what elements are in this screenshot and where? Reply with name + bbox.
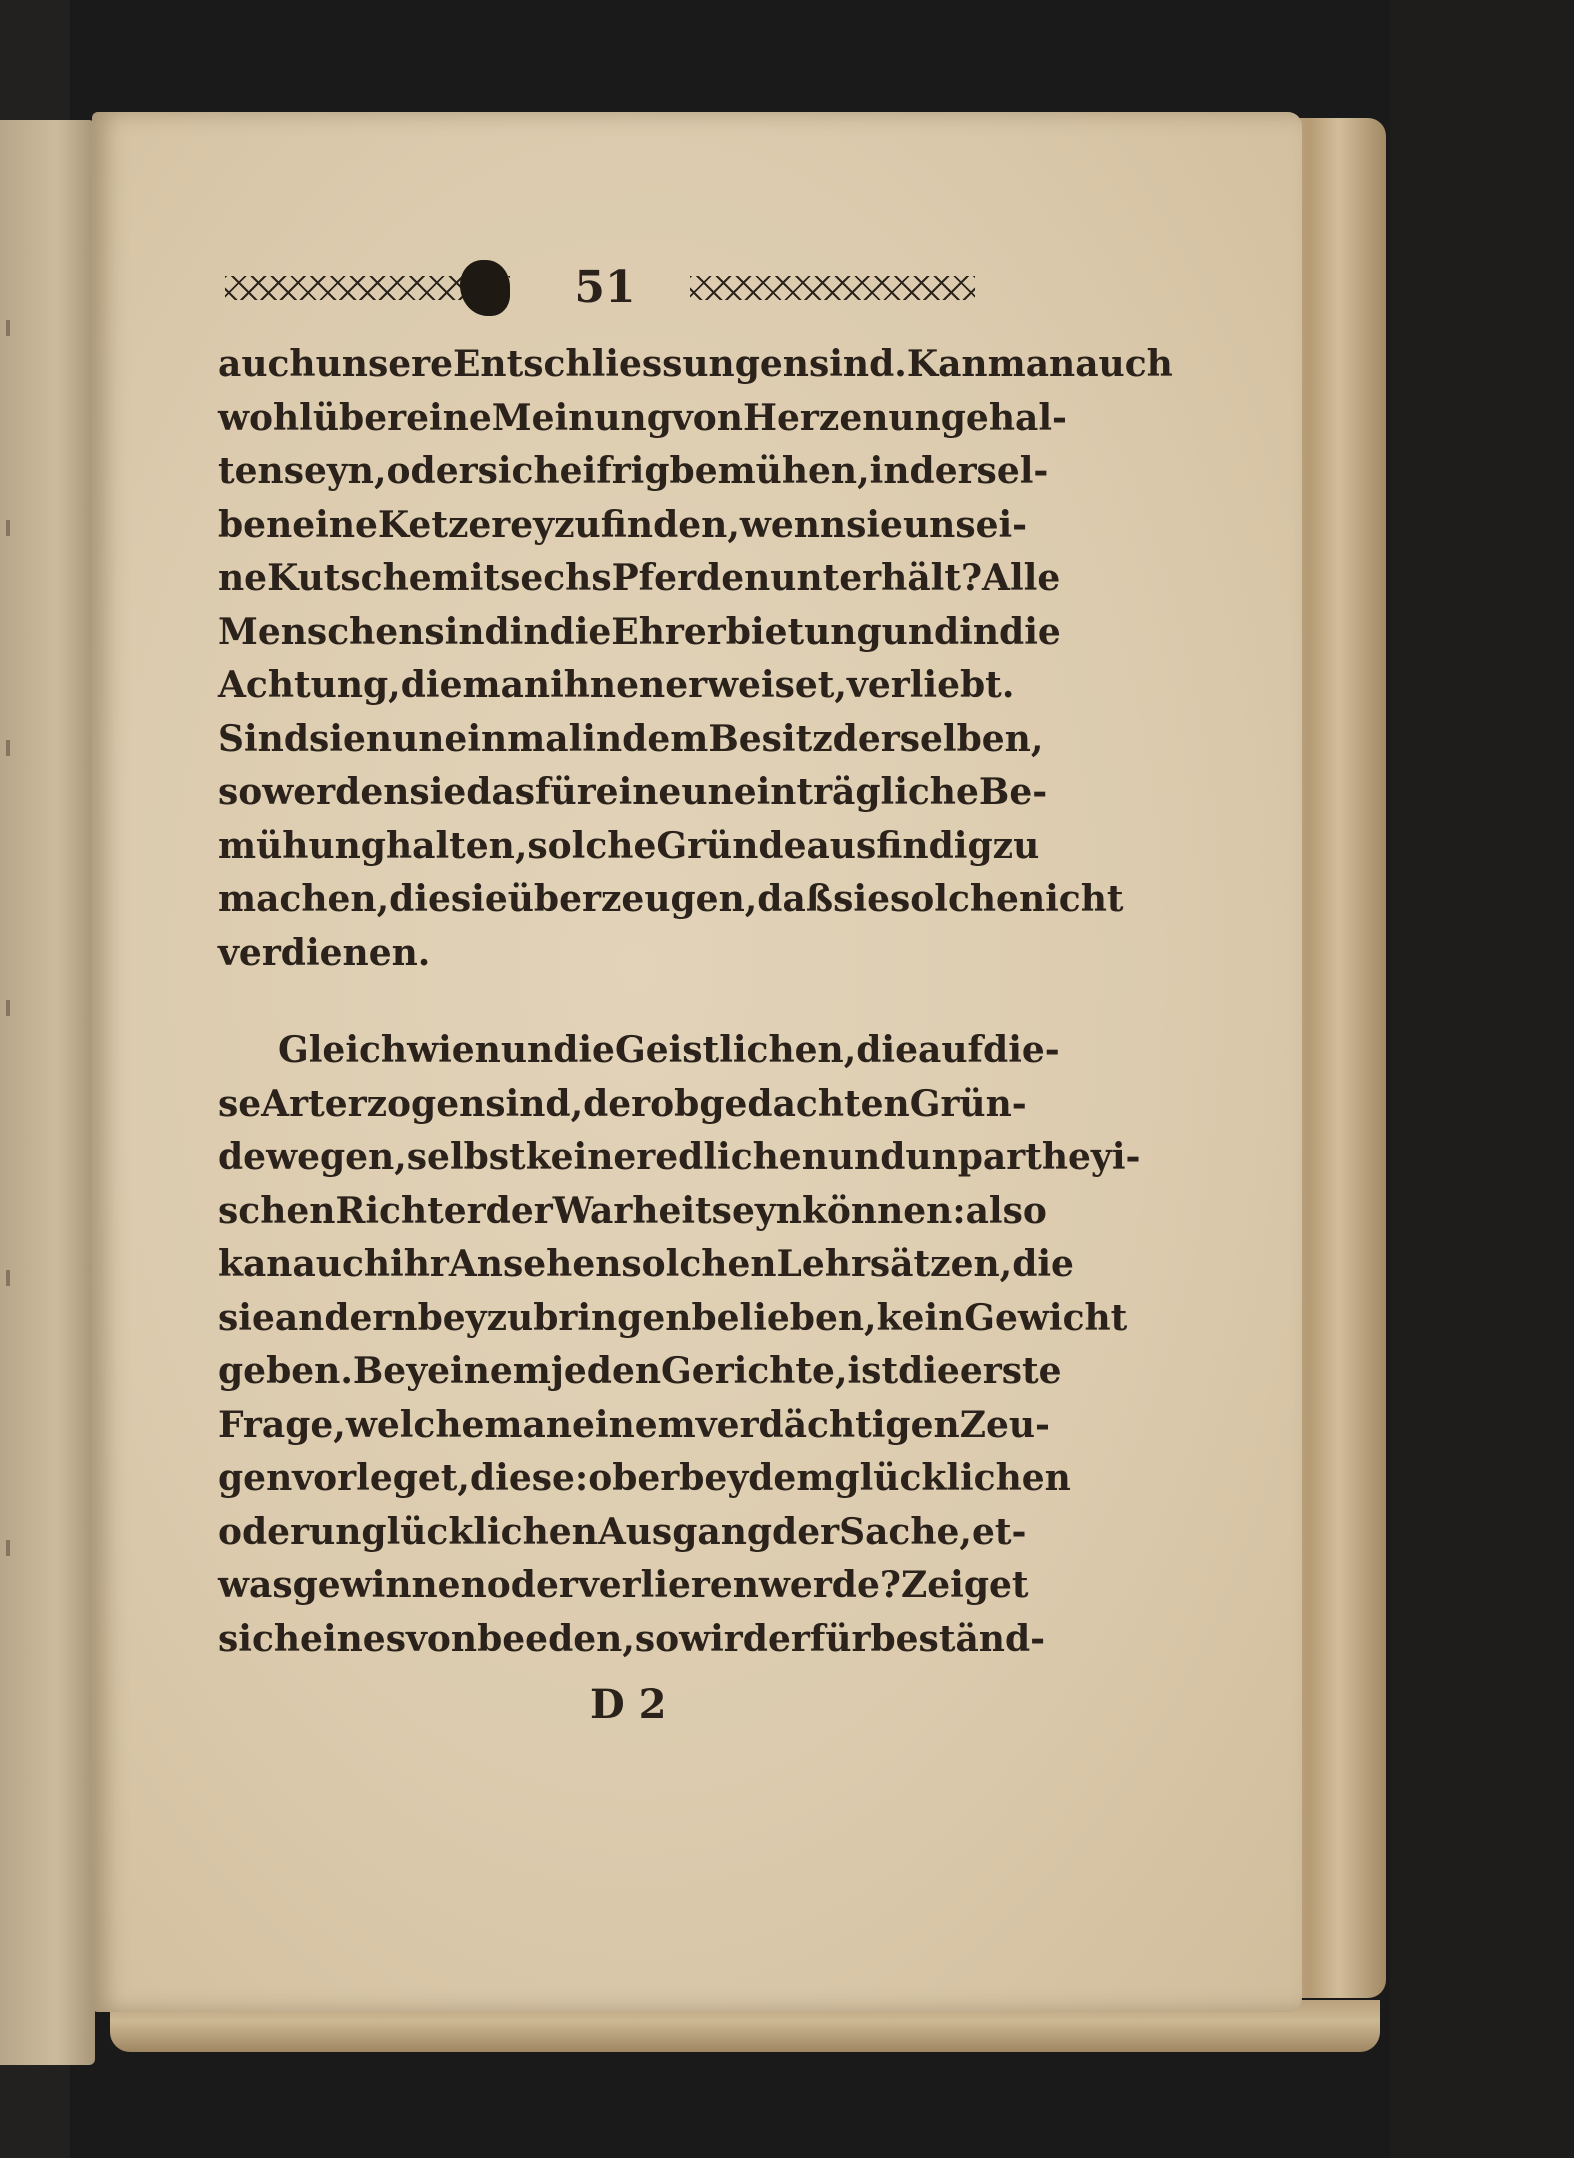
- facing-page-mark: [6, 1270, 10, 1286]
- word: jeden: [550, 1350, 662, 1392]
- word: keine: [525, 1136, 637, 1178]
- word: belieben,: [691, 1296, 877, 1339]
- word: Be-: [978, 771, 1048, 813]
- signature-mark: D 2: [590, 1681, 667, 1728]
- word: die: [1012, 1243, 1074, 1285]
- word: verliebt.: [846, 664, 1015, 706]
- page-number: 51: [574, 262, 636, 313]
- word: erzogen: [324, 1082, 486, 1125]
- word: einem: [572, 1403, 696, 1446]
- word: Gerichte,: [661, 1350, 848, 1392]
- word: beyzubringen: [417, 1296, 692, 1339]
- word: kan: [218, 1243, 293, 1285]
- word: beeden,: [477, 1617, 635, 1660]
- word: Frage,: [218, 1403, 346, 1446]
- word: der: [583, 1082, 651, 1125]
- word: wegen,: [266, 1136, 407, 1178]
- word: sie: [846, 503, 903, 546]
- word: sich: [218, 1617, 301, 1660]
- word: kein: [876, 1296, 965, 1339]
- word: uns: [902, 503, 976, 546]
- paragraph-gap: [218, 980, 980, 1024]
- body-text: [218, 338, 1173, 1666]
- word: et-: [971, 1510, 1027, 1553]
- word: für: [809, 1617, 871, 1660]
- word: unpartheyi-: [905, 1136, 1141, 1178]
- text-line: [218, 1238, 1074, 1292]
- text-line: verdienen.: [218, 931, 431, 974]
- word: dersel-: [909, 450, 1049, 492]
- word: obgedachten: [650, 1082, 910, 1125]
- word: der: [485, 1189, 553, 1232]
- word: ausfindig: [806, 824, 993, 867]
- word: glücklichen: [834, 1457, 1071, 1499]
- word: von: [405, 1617, 478, 1660]
- word: auch: [292, 1243, 391, 1285]
- word: ungehal-: [888, 396, 1067, 439]
- word: die: [553, 1029, 615, 1071]
- word: Richter: [335, 1189, 486, 1232]
- word: dem: [622, 717, 709, 760]
- text-line: [218, 873, 1124, 927]
- word: seyn: [711, 1189, 802, 1232]
- word: schen: [218, 1189, 336, 1232]
- text-line: [218, 766, 1048, 820]
- word: einem: [427, 1350, 551, 1392]
- word: sie: [309, 717, 366, 760]
- word: sind: [424, 610, 510, 653]
- word: solche: [527, 824, 657, 867]
- facing-page-edge: [0, 120, 95, 2065]
- text-line: [218, 445, 1049, 499]
- word: nicht: [1018, 878, 1124, 920]
- word: in: [509, 610, 550, 653]
- text-line: [218, 1078, 1027, 1132]
- word: bemühen,: [669, 450, 870, 492]
- text-line: [218, 1559, 1029, 1613]
- word: eine: [595, 771, 682, 813]
- word: Ausgang: [597, 1510, 773, 1553]
- word: bey: [679, 1457, 749, 1499]
- word: die-: [983, 1029, 1060, 1071]
- word: solchen: [621, 1243, 777, 1285]
- word: Kutsche: [267, 557, 432, 599]
- word: uneinträgliche: [681, 771, 979, 813]
- word: Geistlichen,: [614, 1029, 857, 1071]
- word: wohl: [218, 396, 313, 439]
- word: und: [881, 610, 960, 653]
- word: zu: [554, 503, 601, 546]
- word: und: [827, 1136, 906, 1178]
- text-line: [218, 552, 1061, 606]
- word: Herzen: [742, 396, 889, 439]
- word: die: [400, 664, 463, 706]
- word: Gründe: [656, 824, 807, 867]
- word: Menschen: [218, 610, 425, 653]
- facing-page-mark: [6, 1000, 10, 1016]
- word: daß: [757, 878, 834, 920]
- word: seyn,: [283, 450, 387, 492]
- ink-blot: [460, 260, 510, 316]
- word: redlichen: [636, 1136, 828, 1178]
- text-line: [218, 1345, 1062, 1399]
- text-line: [218, 338, 1173, 392]
- word: derselben,: [832, 717, 1044, 760]
- word: mit: [431, 557, 501, 599]
- background-right: [1390, 0, 1574, 2158]
- word: in: [582, 717, 623, 760]
- word: in: [959, 610, 1000, 653]
- word: er: [637, 1457, 680, 1499]
- word: zu: [992, 824, 1040, 867]
- word: können:: [801, 1189, 966, 1232]
- word: auch: [218, 343, 316, 385]
- word: erweiset,: [665, 664, 847, 706]
- word: eine: [292, 503, 378, 546]
- word: de: [218, 1136, 267, 1178]
- word: Alle: [982, 557, 1061, 599]
- text-line: [218, 1185, 1047, 1239]
- word: er: [767, 1617, 810, 1660]
- word: ist: [847, 1350, 899, 1392]
- word: oder: [386, 450, 478, 492]
- word: halten,: [385, 824, 528, 867]
- word: Ehrerbietung: [611, 610, 882, 653]
- word: Ansehen: [448, 1243, 622, 1285]
- word: Gleichwie: [278, 1029, 475, 1071]
- word: Zeiget: [900, 1564, 1029, 1606]
- word: werden: [262, 771, 410, 813]
- word: auch: [1075, 343, 1173, 385]
- word: sind,: [485, 1082, 584, 1125]
- word: finden,: [600, 503, 740, 546]
- word: Warheit: [552, 1189, 712, 1232]
- word: sie: [409, 771, 467, 813]
- word: solche: [890, 878, 1019, 920]
- word: se: [218, 1082, 262, 1125]
- header-ornament-right: [690, 276, 975, 300]
- word: von: [671, 396, 743, 439]
- word: sie: [450, 878, 508, 920]
- word: Besitz: [708, 717, 833, 760]
- word: Zeu-: [959, 1403, 1050, 1446]
- word: oder: [486, 1564, 578, 1606]
- text-line: [218, 1399, 1050, 1453]
- word: Sind: [218, 717, 310, 760]
- word: sie: [833, 878, 890, 920]
- facing-page-mark: [6, 520, 10, 536]
- word: Meinung: [491, 396, 672, 439]
- word: auf: [918, 1029, 984, 1071]
- word: so: [218, 771, 263, 813]
- text-line: [218, 1452, 1071, 1506]
- word: man: [987, 343, 1076, 385]
- paragraph-1: [218, 338, 1173, 980]
- word: die: [549, 610, 612, 653]
- text-line: [218, 1131, 1141, 1185]
- word: für: [535, 771, 596, 813]
- word: eines: [300, 1617, 406, 1660]
- word: Pferden: [611, 557, 771, 599]
- word: sechs: [500, 557, 612, 599]
- word: das: [466, 771, 536, 813]
- word: überzeugen,: [507, 878, 758, 920]
- word: die: [898, 1350, 960, 1392]
- word: ne: [218, 557, 268, 599]
- word: ten: [218, 450, 284, 492]
- text-line: [218, 1024, 1060, 1078]
- text-line: [218, 820, 1040, 874]
- word: machen,: [218, 878, 390, 920]
- word: welche: [345, 1403, 485, 1446]
- word: oder: [218, 1510, 310, 1553]
- word: in: [869, 450, 910, 492]
- word: beständ-: [870, 1617, 1046, 1660]
- word: geben.: [218, 1350, 353, 1392]
- text-line: [218, 1292, 1128, 1346]
- word: man: [484, 1403, 572, 1446]
- text-line: [218, 713, 1044, 767]
- word: Achtung,: [218, 664, 401, 706]
- word: wird: [679, 1617, 768, 1660]
- text-line: [218, 659, 1015, 713]
- facing-page-mark: [6, 1540, 10, 1556]
- word: sie: [218, 1296, 275, 1339]
- word: unglücklichen: [309, 1510, 598, 1553]
- facing-page-mark: [6, 740, 10, 756]
- word: eine: [406, 396, 492, 439]
- word: Ketzerey: [377, 503, 555, 546]
- word: Sache,: [839, 1510, 972, 1553]
- word: über: [312, 396, 407, 439]
- word: verlieren: [577, 1564, 759, 1606]
- word: die: [389, 878, 451, 920]
- word: wenn: [739, 503, 847, 546]
- word: sich: [477, 450, 560, 492]
- word: werde?: [758, 1564, 901, 1606]
- word: sind.: [808, 343, 907, 385]
- word: einmal: [444, 717, 583, 760]
- word: was: [218, 1564, 293, 1606]
- word: Art: [261, 1082, 325, 1125]
- text-line: [218, 1506, 1027, 1560]
- word: Entschliessungen: [452, 343, 809, 385]
- word: der: [772, 1510, 840, 1553]
- word: so: [634, 1617, 680, 1660]
- word: ihr: [390, 1243, 449, 1285]
- word: vorleget,: [292, 1457, 470, 1499]
- word: ben: [218, 503, 293, 546]
- word: Gewicht: [964, 1296, 1128, 1339]
- word: unterhält?: [770, 557, 983, 599]
- word: andern: [274, 1296, 418, 1339]
- word: die: [856, 1029, 919, 1071]
- facing-page-mark: [6, 320, 10, 336]
- word: also: [965, 1189, 1047, 1232]
- word: Lehrsätzen,: [776, 1243, 1013, 1285]
- text-line: [218, 1613, 1046, 1667]
- word: ihnen: [550, 664, 666, 706]
- word: gen: [218, 1457, 293, 1499]
- word: nun: [365, 717, 445, 760]
- word: verdächtigen: [695, 1403, 960, 1446]
- word: ob: [588, 1457, 638, 1499]
- word: Bey: [352, 1350, 428, 1392]
- paragraph-2: [218, 1024, 1141, 1666]
- text-line: [218, 392, 1067, 446]
- page-header: [225, 262, 975, 314]
- text-line: [218, 499, 1028, 553]
- word: unsere: [315, 343, 453, 385]
- word: gewinnen: [292, 1564, 487, 1606]
- word: man: [462, 664, 551, 706]
- word: eifrig: [559, 450, 670, 492]
- word: die: [999, 610, 1061, 653]
- word: dem: [748, 1457, 835, 1499]
- word: Kan: [906, 343, 988, 385]
- word: nun: [474, 1029, 554, 1071]
- word: Grün-: [909, 1082, 1027, 1125]
- text-line: [218, 606, 1061, 660]
- word: mühung: [218, 824, 386, 867]
- word: erste: [959, 1350, 1062, 1392]
- word: diese:: [469, 1457, 589, 1499]
- word: selbst: [406, 1136, 526, 1178]
- word: ei-: [975, 503, 1028, 546]
